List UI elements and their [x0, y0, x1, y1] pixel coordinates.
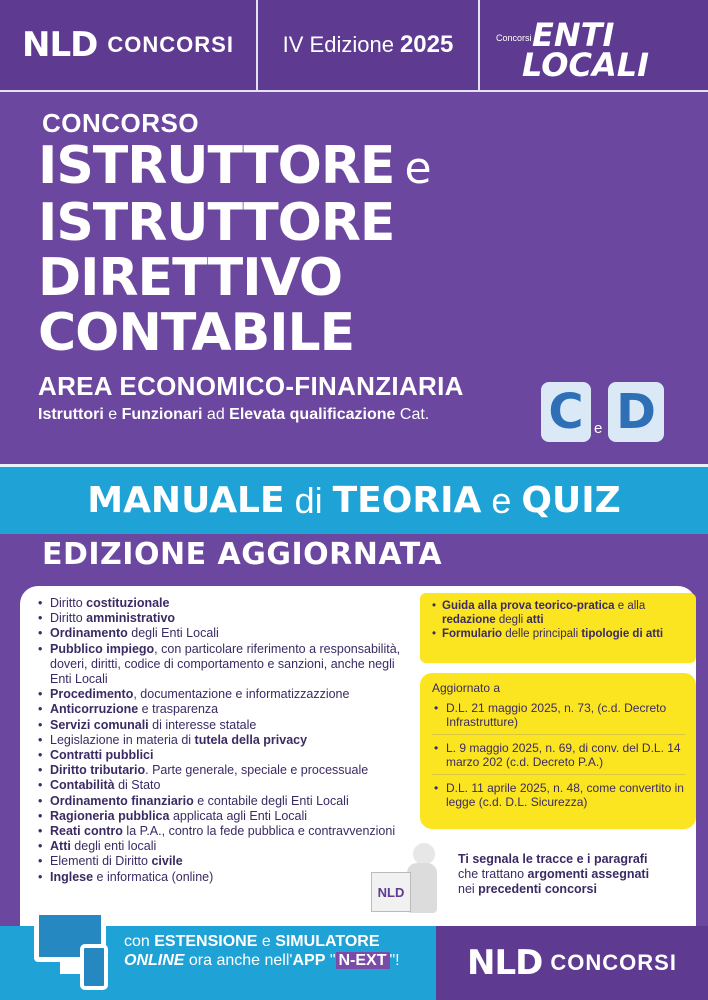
updates-heading: Aggiornato a	[432, 681, 501, 695]
area-label: AREA ECONOMICO-FINANZIARIA	[38, 371, 464, 401]
band-teoria: TEORIA	[332, 480, 482, 521]
footer-publisher-logo	[436, 926, 708, 1000]
istr-c: Elevata qualificazione	[229, 406, 396, 423]
category-d-badge: D	[608, 382, 664, 442]
title-conjunction: e	[404, 143, 431, 194]
concorso-label: CONCORSO	[42, 108, 200, 138]
manual-band	[0, 464, 708, 534]
series-logo	[480, 0, 708, 90]
list-item: • Diritto costituzionale	[36, 596, 406, 611]
update-item: • D.L. 21 maggio 2025, n. 73, (c.d. Decreto Infrastrutture)	[432, 701, 686, 729]
publisher-logo	[0, 0, 258, 90]
footer-brand-name: CONCORSI	[550, 950, 677, 975]
header-bar	[0, 0, 708, 92]
istr-b: Funzionari	[121, 406, 203, 423]
series-small: Concorsi	[496, 33, 532, 43]
guide-box	[420, 593, 696, 663]
list-item: • Ordinamento degli Enti Locali	[36, 626, 406, 641]
list-item: • Reati contro la P.A., contro la fede pubblica e contravvenzioni	[36, 824, 406, 839]
nld-logo: NLD	[22, 25, 98, 65]
title-line3: DIRETTIVO	[38, 248, 343, 308]
list-item: • Ordinamento finanziario e contabile degli Enti Locali	[36, 794, 406, 809]
devices-icon	[34, 910, 114, 990]
divider	[432, 734, 686, 735]
list-item: • Pubblico impiego, con particolare riferimento a responsabilità, doveri, diritti, codice di comportamento e sanzioni, anche negli Enti Locali	[36, 642, 406, 688]
online-extension-text: con ESTENSIONE e SIMULATORE ONLINE ora anche nell'APP " N-EXT "!	[124, 933, 400, 969]
istr-e: e	[103, 406, 122, 423]
istr-cat: Cat.	[395, 406, 430, 423]
band-e: e	[491, 479, 512, 521]
update-item: • D.L. 11 aprile 2025, n. 48, come convertito in legge (c.d. D.L. Sicurezza)	[432, 781, 686, 809]
series-line2: LOCALI	[522, 46, 649, 84]
nld-box-icon: NLD	[371, 872, 411, 912]
list-item: • Legislazione in materia di tutela della privacy	[36, 733, 406, 748]
list-item: • Elementi di Diritto civile	[36, 854, 406, 869]
list-item: • Procedimento, documentazione e informatizzazzione	[36, 687, 406, 702]
guide-item-1: • Guida alla prova teorico-pratica e alla redazione degli atti	[432, 599, 686, 627]
istr-ad: ad	[202, 406, 230, 423]
list-item: • Servizi comunali di interesse statale	[36, 718, 406, 733]
list-item: • Contabilità di Stato	[36, 778, 406, 793]
list-item: • Anticorruzione e trasparenza	[36, 702, 406, 717]
list-item: • Inglese e informatica (online)	[36, 870, 406, 885]
topic-list	[36, 596, 406, 885]
footer-nld-logo: NLD	[467, 943, 543, 983]
category-conjunction: e	[594, 420, 603, 437]
edition-year: 2025	[399, 31, 454, 58]
title-line1	[38, 136, 678, 196]
list-item: • Ragioneria pubblica applicata agli Enti Locali	[36, 809, 406, 824]
list-item: • Atti degli enti locali	[36, 839, 406, 854]
divider	[432, 774, 686, 775]
category-c-badge: C	[541, 382, 591, 442]
band-manuale: MANUALE	[87, 480, 285, 521]
title-block	[38, 108, 678, 424]
guide-item-2: • Formulario delle principali tipologie di atti	[432, 627, 686, 641]
previous-exams-note: Ti segnala le tracce e i paragrafi che trattano argomenti assegnati nei precedenti concorsi	[458, 852, 650, 896]
istr-a: Istruttori	[38, 406, 104, 423]
list-item: • Diritto amministrativo	[36, 611, 406, 626]
list-item: • Diritto tributario. Parte generale, speciale e processuale	[36, 763, 406, 778]
update-item: • L. 9 maggio 2025, n. 69, di conv. del D.L. 14 marzo 202 (c.d. Decreto P.A.)	[432, 741, 686, 769]
edition-updated-label: EDIZIONE AGGIORNATA	[42, 537, 443, 572]
title-line1-text: ISTRUTTORE	[38, 136, 395, 196]
list-item: • Contratti pubblici	[36, 748, 406, 763]
band-quiz: QUIZ	[521, 480, 621, 521]
title-line4: CONTABILE	[38, 303, 355, 363]
brand-name: CONCORSI	[107, 32, 234, 57]
band-di: di	[294, 479, 323, 521]
edition-prefix: IV Edizione	[282, 32, 394, 57]
updates-box	[420, 673, 696, 829]
edition-label	[258, 0, 480, 90]
series-line1: ENTI	[532, 16, 615, 54]
title-line2: ISTRUTTORE	[38, 193, 395, 253]
